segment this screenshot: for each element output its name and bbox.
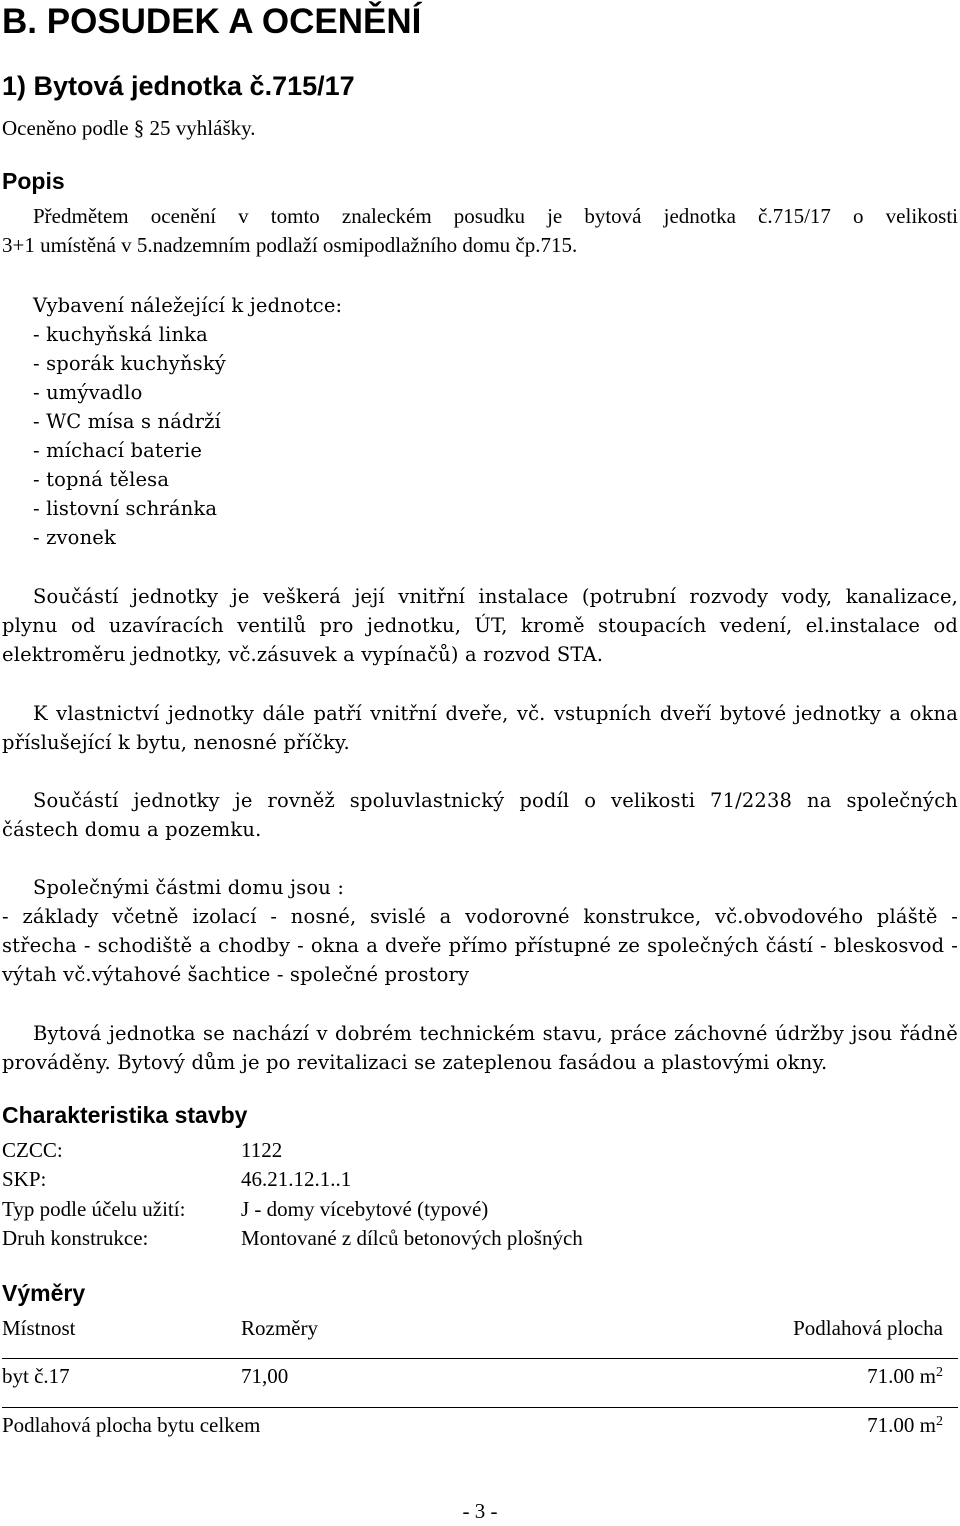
popis-heading: Popis	[2, 168, 65, 194]
characteristics-label: CZCC:	[2, 1138, 63, 1162]
equipment-item: - umývadlo	[33, 381, 143, 404]
page-number: - 3 -	[462, 1499, 498, 1523]
share-line-1: Součástí jednotky je rovněž spoluvlastnický podíl o velikosti 71/2238 na společných	[33, 789, 958, 812]
equipment-item: - sporák kuchyňský	[33, 352, 226, 375]
characteristics-label: Druh konstrukce:	[2, 1226, 149, 1250]
characteristics-value: 1122	[241, 1138, 283, 1162]
equipment-item: - WC mísa s nádrží	[33, 410, 221, 433]
share-line-2: částech domu a pozemku.	[2, 818, 262, 841]
installations-line-1: Součástí jednotky je veškerá její vnitřní instalace (potrubní rozvody vody, kanalizace,	[33, 585, 958, 608]
total-area-value: 71.00 m	[867, 1413, 936, 1437]
valuation-prefix: Oceněno podle	[2, 116, 129, 140]
installations-line-2: plynu od uzavíracích ventilů pro jednotku, ÚT, kromě stoupacích vedení, el.instalace od	[2, 614, 958, 637]
characteristics-label: SKP:	[2, 1167, 47, 1191]
common-parts-line-1: - základy včetně izolací - nosné, svislé a vodorovné konstrukce, vč.obvodového pláště -	[2, 905, 958, 928]
common-parts-line-3: výtah vč.výtahové šachtice - společné prostory	[2, 963, 470, 986]
area-unit-exponent: 2	[936, 1365, 943, 1380]
installations-line-3: elektroměru jednotky, vč.zásuvek a vypínačů) a rozvod STA.	[2, 643, 604, 666]
equipment-item: - zvonek	[33, 526, 116, 549]
valuation-line	[2, 114, 256, 143]
condition-line-1: Bytová jednotka se nachází v dobrém technickém stavu, práce záchovné údržby jsou řádně	[33, 1022, 958, 1045]
characteristics-heading: Charakteristika stavby	[2, 1102, 248, 1128]
popis-line-1: Předmětem ocenění v tomto znaleckém posudku je bytová jednotka č.715/17 o velikosti	[33, 204, 958, 228]
popis-paragraph	[2, 202, 958, 260]
ownership-paragraph	[2, 699, 958, 757]
valuation-suffix: vyhlášky.	[175, 116, 256, 140]
total-label: Podlahová plocha bytu celkem	[2, 1413, 261, 1437]
ownership-line-1: K vlastnictví jednotky dále patří vnitřní dveře, vč. vstupních dveří bytové jednotky a okna	[33, 702, 958, 725]
column-header-room: Místnost	[2, 1316, 76, 1340]
area-value: 71.00 m	[867, 1364, 936, 1388]
column-header-dimensions: Rozměry	[241, 1316, 318, 1340]
characteristics-label: Typ podle účelu užití:	[2, 1197, 186, 1221]
table-divider	[2, 1407, 958, 1408]
common-parts-line-2: střecha - schodiště a chodby - okna a dveře přímo přístupné ze společných částí - bleskosvod -	[2, 934, 958, 957]
characteristics-value: J - domy vícebytové (typové)	[241, 1197, 489, 1221]
total-area-unit-exponent: 2	[936, 1414, 943, 1429]
equipment-heading: Vybavení náležející k jednotce:	[33, 294, 343, 317]
table-divider	[2, 1358, 958, 1359]
condition-line-2: prováděny. Bytový dům je po revitalizaci se zateplenou fasádou a plastovými okny.	[2, 1051, 828, 1074]
installations-paragraph	[2, 582, 958, 669]
popis-line-2: 3+1 umístěná v 5.nadzemním podlaží osmipodlažního domu čp.715.	[2, 233, 578, 257]
common-parts-heading: Společnými částmi domu jsou :	[33, 876, 345, 899]
share-paragraph	[2, 786, 958, 844]
characteristics-value: Montované z dílců betonových plošných	[241, 1226, 583, 1250]
main-heading: B. POSUDEK A OCENĚNÍ	[2, 2, 422, 41]
column-header-floor-area: Podlahová plocha	[793, 1316, 943, 1340]
equipment-item: - listovní schránka	[33, 497, 218, 520]
equipment-item: - topná tělesa	[33, 468, 170, 491]
table-cell-room: byt č.17	[2, 1364, 70, 1388]
equipment-block	[33, 291, 342, 552]
unit-title: 1) Bytová jednotka č.715/17	[2, 71, 355, 101]
table-cell-dimensions: 71,00	[241, 1364, 289, 1388]
ownership-line-2: příslušející k bytu, nenosné příčky.	[2, 731, 350, 754]
total-area	[867, 1411, 943, 1440]
measurements-heading: Výměry	[2, 1280, 86, 1306]
characteristics-value: 46.21.12.1..1	[241, 1167, 352, 1191]
section-sign: §	[133, 116, 145, 140]
condition-paragraph	[2, 1019, 958, 1077]
common-parts-paragraph	[2, 873, 958, 989]
table-cell-area	[867, 1362, 943, 1391]
equipment-item: - kuchyňská linka	[33, 323, 208, 346]
equipment-item: - míchací baterie	[33, 439, 203, 462]
valuation-number: 25	[149, 116, 171, 140]
